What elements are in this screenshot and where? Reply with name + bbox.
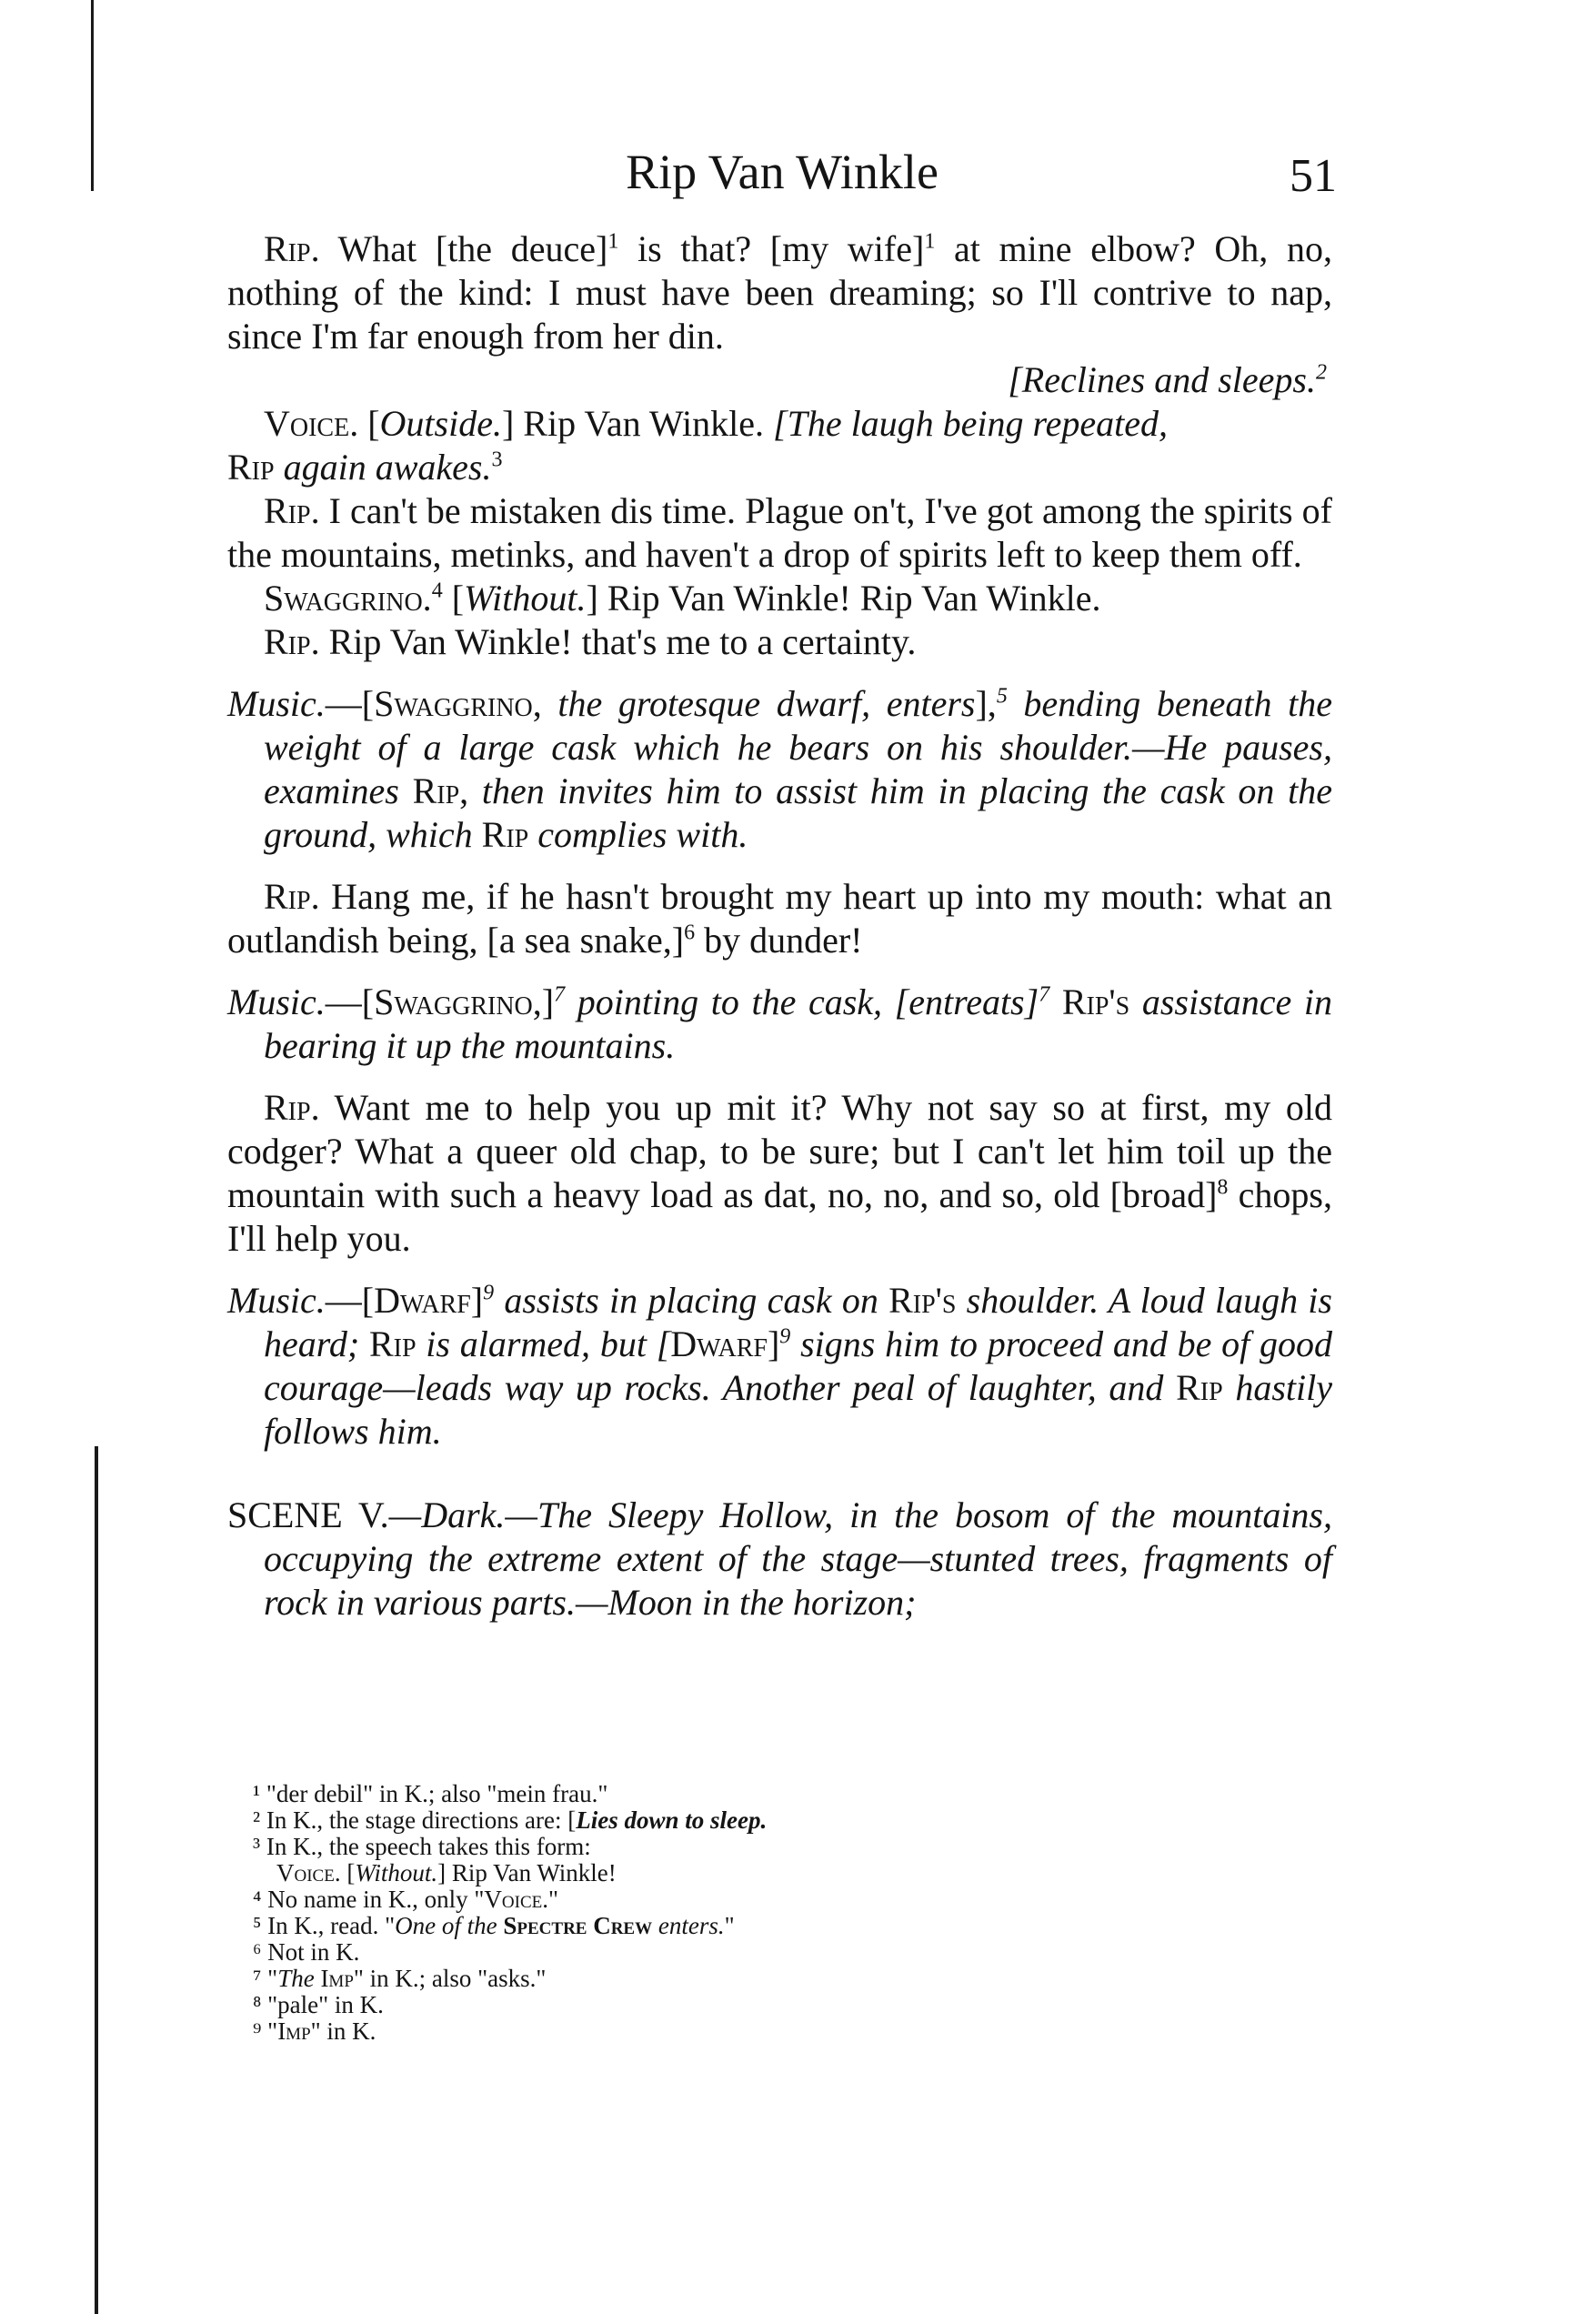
footnote-6: ⁶ Not in K. — [253, 1938, 360, 1966]
speech-voice: Voice. [Outside.] Rip Van Winkle. [The laugh being repeated, Rip again awakes.$^3$ — [227, 403, 1169, 488]
running-title: Rip Van Winkle — [626, 145, 939, 199]
footnote-1: ¹ "der debil" in K.; also "mein frau." — [253, 1780, 608, 1807]
scene-heading: SCENE V.—Dark.—The Sleepy Hollow, in the bosom of the mountains, occupying the extreme extent of the stage—stunted trees, fragments of rock in various parts.—Moon in the horizon; — [227, 1494, 1332, 1623]
speech-rip-4: Rip. Hang me, if he hasn't brought my heart up into my mouth: what an outlandish being, [a sea snake,]$^6$ by dunder! — [227, 876, 1332, 961]
footnotes — [253, 1781, 1071, 2045]
left-margin-rule-bottom — [95, 1446, 98, 2314]
footnote-3: ³ In K., the speech takes this form: — [253, 1833, 591, 1860]
page-number: 51 — [1290, 150, 1337, 202]
page-body — [227, 227, 1332, 1625]
running-header — [227, 144, 1337, 216]
stage-direction-reclines: [Reclines and sleeps.$^2$ — [1008, 359, 1327, 400]
speech-swaggrino: Swaggrino.$^4$ [Without.] Rip Van Winkle! Rip Van Winkle. — [264, 578, 1101, 619]
speech-rip-3: Rip. Rip Van Winkle! that's me to a certainty. — [264, 621, 917, 662]
left-margin-rule-top — [91, 0, 94, 191]
speech-rip-2: Rip. I can't be mistaken dis time. Plague on't, I've got among the spirits of the mountains, metinks, and haven't a drop of spirits left to keep them off. — [227, 490, 1332, 575]
footnote-9: ⁹ "Imp" in K. — [253, 2017, 376, 2045]
speech-rip-1: Rip. What [the deuce]$^1$ is that? [my wife]$^1$ at mine elbow? Oh, no, nothing of the kind: I must have been dreaming; so I'll contrive to nap, since I'm far enough from her din. — [227, 228, 1332, 357]
footnote-2: ² In K., the stage directions are: [Lies down to sleep. — [253, 1806, 768, 1834]
stage-direction-music-1: Music.—[Swaggrino, the grotesque dwarf, enters],$^5$ bending beneath the weight of a large cask which he bears on his shoulder.—He pauses, examines Rip, then invites him to assist him in placing the cask on the ground, which Rip complies with. — [227, 683, 1333, 855]
footnote-8: ⁸ "pale" in K. — [253, 1991, 384, 2018]
footnote-4: ⁴ No name in K., only "Voice." — [253, 1886, 559, 1913]
footnote-3-quote: Voice. [Without.] Rip Van Winkle! — [276, 1859, 617, 1886]
stage-direction-music-2: Music.—[Swaggrino,]$^7$ pointing to the cask, [entreats]$^7$ Rip's assistance in bearing it up the mountains. — [227, 981, 1332, 1066]
footnote-5: ⁵ In K., read. "One of the Spectre Crew enters." — [253, 1912, 735, 1939]
stage-direction-music-3: Music.—[Dwarf]$^9$ assists in placing cask on Rip's shoulder. A loud laugh is heard; Rip is alarmed, but [Dwarf]$^9$ signs him to proceed and be of good courage—leads way up rocks. Another peal of laughter, and Rip hastily follows him. — [227, 1280, 1333, 1452]
speech-rip-5: Rip. Want me to help you up mit it? Why not say so at first, my old codger? What a queer old chap, to be sure; but I can't let him toil up the mountain with such a heavy load as dat, no, no, and so, old [broad]$^8$ chops, I'll help you. — [227, 1087, 1332, 1259]
footnote-7: ⁷ "The Imp" in K.; also "asks." — [253, 1965, 547, 1992]
